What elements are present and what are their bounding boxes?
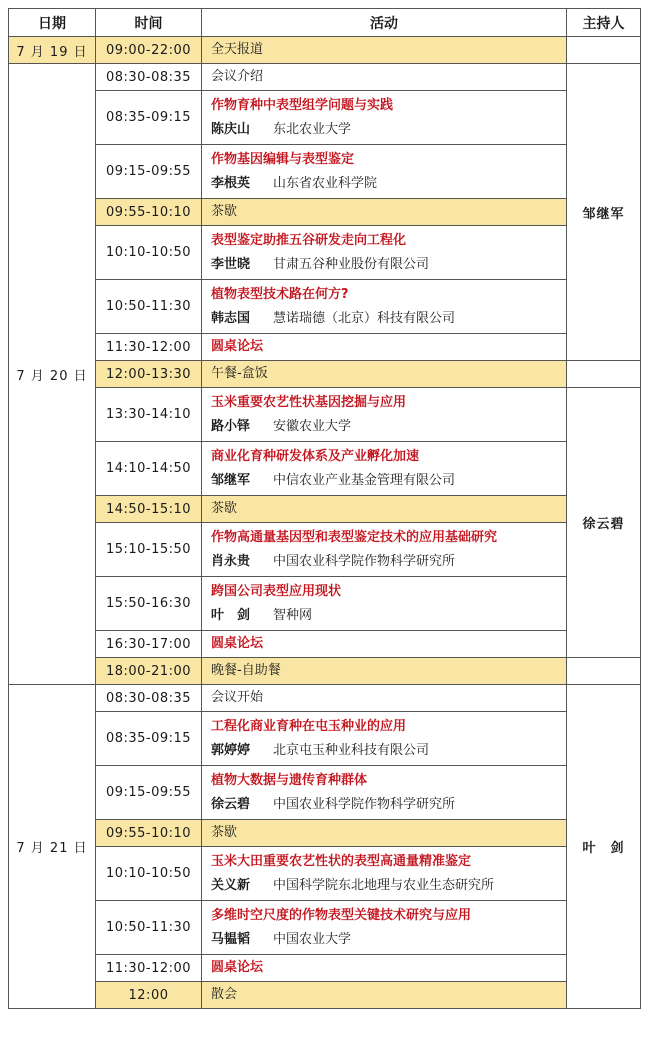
activity-cell xyxy=(202,442,567,496)
table-row xyxy=(9,361,641,388)
activity-title: 晚餐-自助餐 xyxy=(211,663,281,678)
header-date: 日期 xyxy=(9,9,96,37)
table-row xyxy=(9,37,641,64)
activity-title: 多维时空尺度的作物表型关键技术研究与应用 xyxy=(211,907,472,923)
table-row xyxy=(9,523,641,577)
time-cell: 12:00 xyxy=(96,982,202,1009)
speaker-organization: 山东省农业科学院 xyxy=(273,175,378,191)
time-cell: 18:00-21:00 xyxy=(96,658,202,685)
activity-cell xyxy=(202,712,567,766)
activity-cell xyxy=(202,199,567,226)
activity-cell xyxy=(202,37,567,64)
time-cell: 08:35-09:15 xyxy=(96,91,202,145)
date-cell: 7 月 19 日 xyxy=(9,37,96,64)
time-cell: 10:50-11:30 xyxy=(96,280,202,334)
table-row xyxy=(9,820,641,847)
activity-title: 玉米大田重要农艺性状的表型高通量精准鉴定 xyxy=(211,853,472,869)
speaker-organization: 安徽农业大学 xyxy=(273,418,352,434)
table-row xyxy=(9,199,641,226)
speaker-name: 陈庆山 xyxy=(211,121,251,137)
table-row xyxy=(9,685,641,712)
speaker-organization: 中国农业科学院作物科学研究所 xyxy=(273,796,456,812)
activity-title: 植物大数据与遗传育种群体 xyxy=(211,772,368,788)
activity-cell xyxy=(202,496,567,523)
activity-title: 午餐-盒饭 xyxy=(211,366,268,381)
activity-cell xyxy=(202,145,567,199)
activity-cell xyxy=(202,901,567,955)
activity-title: 植物表型技术路在何方? xyxy=(211,286,349,302)
time-cell: 15:10-15:50 xyxy=(96,523,202,577)
speaker-organization: 中信农业产业基金管理有限公司 xyxy=(273,472,456,488)
speaker-organization: 智种网 xyxy=(273,607,313,623)
speaker-organization: 中国科学院东北地理与农业生态研究所 xyxy=(273,877,495,893)
speaker-line xyxy=(211,471,566,491)
activity-title: 作物育种中表型组学问题与实践 xyxy=(211,97,394,113)
header-time: 时间 xyxy=(96,9,202,37)
time-cell: 09:15-09:55 xyxy=(96,145,202,199)
speaker-line xyxy=(211,741,566,761)
time-cell: 15:50-16:30 xyxy=(96,577,202,631)
speaker-name: 徐云碧 xyxy=(211,796,251,812)
table-row xyxy=(9,145,641,199)
activity-cell xyxy=(202,577,567,631)
activity-cell xyxy=(202,685,567,712)
table-row xyxy=(9,658,641,685)
activity-title: 散会 xyxy=(211,987,238,1002)
activity-title: 茶歇 xyxy=(211,825,238,840)
host-cell xyxy=(567,361,641,388)
speaker-name: 叶 剑 xyxy=(211,607,251,623)
activity-cell xyxy=(202,280,567,334)
time-cell: 08:30-08:35 xyxy=(96,64,202,91)
activity-cell xyxy=(202,631,567,658)
time-cell: 14:10-14:50 xyxy=(96,442,202,496)
activity-cell xyxy=(202,658,567,685)
time-cell: 11:30-12:00 xyxy=(96,334,202,361)
activity-cell xyxy=(202,523,567,577)
activity-title: 作物高通量基因型和表型鉴定技术的应用基础研究 xyxy=(211,529,498,545)
activity-title: 商业化育种研发体系及产业孵化加速 xyxy=(211,448,420,464)
speaker-name: 郭婷婷 xyxy=(211,742,251,758)
speaker-name: 李根英 xyxy=(211,175,251,191)
activity-title: 圆桌论坛 xyxy=(211,960,264,975)
speaker-line xyxy=(211,795,566,815)
activity-title: 跨国公司表型应用现状 xyxy=(211,583,342,599)
time-cell: 09:15-09:55 xyxy=(96,766,202,820)
activity-cell xyxy=(202,361,567,388)
time-cell: 09:55-10:10 xyxy=(96,199,202,226)
speaker-line xyxy=(211,606,566,626)
table-row xyxy=(9,496,641,523)
date-cell: 7 月 20 日 xyxy=(9,64,96,685)
table-row xyxy=(9,388,641,442)
activity-title: 表型鉴定助推五谷研发走向工程化 xyxy=(211,232,407,248)
activity-title: 会议开始 xyxy=(211,690,264,705)
table-row xyxy=(9,442,641,496)
host-cell: 徐云碧 xyxy=(567,388,641,658)
host-cell xyxy=(567,37,641,64)
speaker-line xyxy=(211,309,566,329)
speaker-name: 邹继军 xyxy=(211,472,251,488)
activity-cell xyxy=(202,334,567,361)
speaker-line xyxy=(211,120,566,140)
table-row xyxy=(9,280,641,334)
activity-title: 茶歇 xyxy=(211,204,238,219)
speaker-organization: 北京屯玉种业科技有限公司 xyxy=(273,742,430,758)
time-cell: 14:50-15:10 xyxy=(96,496,202,523)
time-cell: 09:00-22:00 xyxy=(96,37,202,64)
time-cell: 10:50-11:30 xyxy=(96,901,202,955)
speaker-organization: 甘肃五谷种业股份有限公司 xyxy=(273,256,430,272)
speaker-name: 马韫韬 xyxy=(211,931,251,947)
table-row xyxy=(9,847,641,901)
activity-title: 玉米重要农艺性状基因挖掘与应用 xyxy=(211,394,407,410)
speaker-organization: 中国农业大学 xyxy=(273,931,352,947)
activity-cell xyxy=(202,91,567,145)
speaker-name: 李世晓 xyxy=(211,256,251,272)
activity-cell xyxy=(202,982,567,1009)
activity-title: 茶歇 xyxy=(211,501,238,516)
date-cell: 7 月 21 日 xyxy=(9,685,96,1009)
table-row xyxy=(9,712,641,766)
host-cell: 叶 剑 xyxy=(567,685,641,1009)
time-cell: 12:00-13:30 xyxy=(96,361,202,388)
speaker-organization: 东北农业大学 xyxy=(273,121,352,137)
table-row xyxy=(9,226,641,280)
speaker-name: 肖永贵 xyxy=(211,553,251,569)
speaker-line xyxy=(211,930,566,950)
speaker-line xyxy=(211,417,566,437)
table-row xyxy=(9,901,641,955)
activity-title: 圆桌论坛 xyxy=(211,636,264,651)
activity-cell xyxy=(202,64,567,91)
activity-title: 作物基因编辑与表型鉴定 xyxy=(211,151,355,167)
time-cell: 16:30-17:00 xyxy=(96,631,202,658)
speaker-organization: 中国农业科学院作物科学研究所 xyxy=(273,553,456,569)
time-cell: 09:55-10:10 xyxy=(96,820,202,847)
activity-cell xyxy=(202,955,567,982)
activity-title: 会议介绍 xyxy=(211,69,264,84)
speaker-line xyxy=(211,174,566,194)
speaker-line xyxy=(211,552,566,572)
header-activity: 活动 xyxy=(202,9,567,37)
activity-title: 全天报道 xyxy=(211,42,264,57)
time-cell: 08:35-09:15 xyxy=(96,712,202,766)
speaker-line xyxy=(211,876,566,896)
speaker-name: 关义新 xyxy=(211,877,251,893)
speaker-name: 路小铎 xyxy=(211,418,251,434)
header-host: 主持人 xyxy=(567,9,641,37)
activity-cell xyxy=(202,388,567,442)
host-cell: 邹继军 xyxy=(567,64,641,361)
activity-title: 工程化商业育种在屯玉种业的应用 xyxy=(211,718,407,734)
table-row xyxy=(9,982,641,1009)
speaker-name: 韩志国 xyxy=(211,310,251,326)
activity-cell xyxy=(202,820,567,847)
table-row xyxy=(9,577,641,631)
activity-title: 圆桌论坛 xyxy=(211,339,264,354)
time-cell: 08:30-08:35 xyxy=(96,685,202,712)
time-cell: 10:10-10:50 xyxy=(96,226,202,280)
header-row xyxy=(9,9,641,37)
table-row xyxy=(9,334,641,361)
table-row xyxy=(9,766,641,820)
speaker-organization: 慧诺瑞德（北京）科技有限公司 xyxy=(273,310,456,326)
table-row xyxy=(9,631,641,658)
table-row xyxy=(9,955,641,982)
activity-cell xyxy=(202,226,567,280)
schedule-body xyxy=(9,37,641,1009)
time-cell: 13:30-14:10 xyxy=(96,388,202,442)
table-row xyxy=(9,64,641,91)
table-row xyxy=(9,91,641,145)
host-cell xyxy=(567,658,641,685)
activity-cell xyxy=(202,847,567,901)
time-cell: 10:10-10:50 xyxy=(96,847,202,901)
activity-cell xyxy=(202,766,567,820)
time-cell: 11:30-12:00 xyxy=(96,955,202,982)
schedule-table xyxy=(8,8,641,1009)
speaker-line xyxy=(211,255,566,275)
